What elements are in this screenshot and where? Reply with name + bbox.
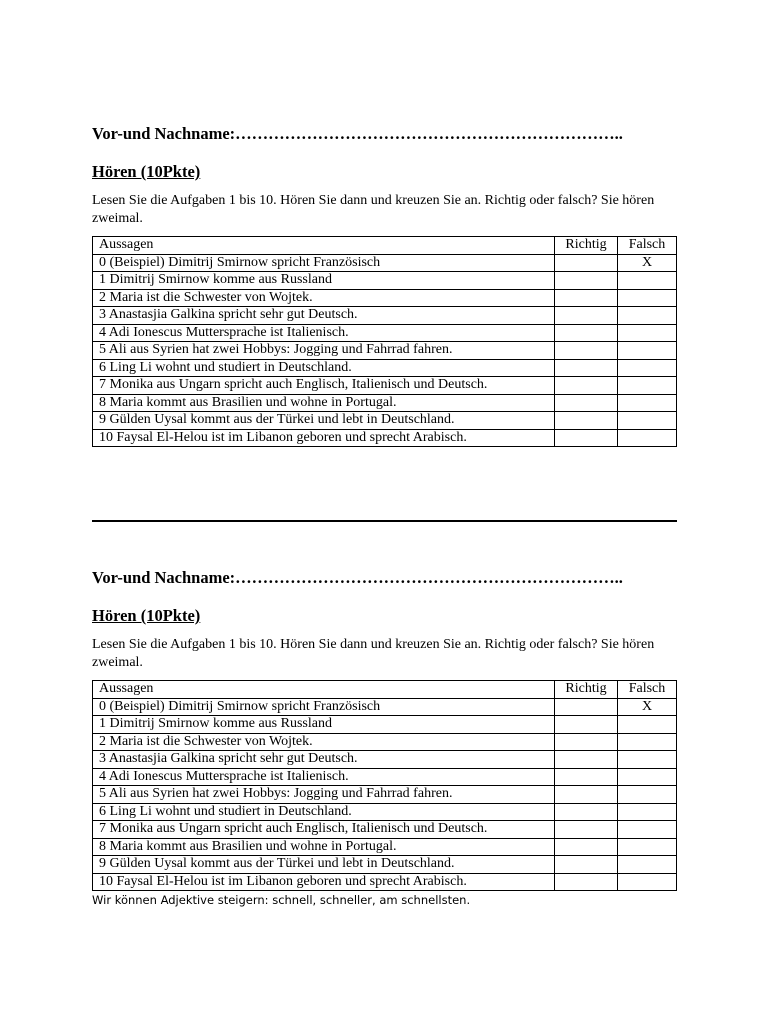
falsch-cell[interactable] xyxy=(618,716,677,734)
section-heading: Hören (10Pkte) xyxy=(92,606,201,625)
table-row xyxy=(93,821,677,839)
richtig-cell[interactable] xyxy=(555,733,618,751)
header-aussagen: Aussagen xyxy=(93,681,555,699)
falsch-cell[interactable] xyxy=(618,289,677,307)
header-falsch: Falsch xyxy=(618,681,677,699)
header-richtig: Richtig xyxy=(555,237,618,255)
statements-table xyxy=(92,680,677,891)
table-row xyxy=(93,412,677,430)
table-row xyxy=(93,307,677,325)
falsch-cell[interactable] xyxy=(618,272,677,290)
statement-cell: 2 Maria ist die Schwester von Wojtek. xyxy=(93,289,555,307)
richtig-cell[interactable] xyxy=(555,786,618,804)
table-row xyxy=(93,254,677,272)
falsch-cell[interactable] xyxy=(618,873,677,891)
table-row xyxy=(93,768,677,786)
table-row xyxy=(93,856,677,874)
section-heading: Hören (10Pkte) xyxy=(92,162,201,181)
falsch-cell[interactable] xyxy=(618,733,677,751)
statement-cell: 9 Gülden Uysal kommt aus der Türkei und lebt in Deutschland. xyxy=(93,856,555,874)
richtig-cell[interactable] xyxy=(555,698,618,716)
table-row xyxy=(93,324,677,342)
table-row xyxy=(93,716,677,734)
header-falsch: Falsch xyxy=(618,237,677,255)
falsch-cell[interactable] xyxy=(618,377,677,395)
table-row xyxy=(93,751,677,769)
richtig-cell[interactable] xyxy=(555,254,618,272)
richtig-cell[interactable] xyxy=(555,377,618,395)
statements-table xyxy=(92,236,677,447)
table-row xyxy=(93,838,677,856)
richtig-cell[interactable] xyxy=(555,324,618,342)
table-body xyxy=(93,698,677,891)
falsch-cell[interactable] xyxy=(618,786,677,804)
table-row xyxy=(93,394,677,412)
statement-cell: 0 (Beispiel) Dimitrij Smirnow spricht Französisch xyxy=(93,698,555,716)
table-row xyxy=(93,429,677,447)
falsch-cell[interactable] xyxy=(618,394,677,412)
statement-cell: 5 Ali aus Syrien hat zwei Hobbys: Jogging und Fahrrad fahren. xyxy=(93,342,555,360)
richtig-cell[interactable] xyxy=(555,359,618,377)
table-row xyxy=(93,733,677,751)
richtig-cell[interactable] xyxy=(555,873,618,891)
statement-cell: 10 Faysal El-Helou ist im Libanon geboren und sprecht Arabisch. xyxy=(93,429,555,447)
richtig-cell[interactable] xyxy=(555,412,618,430)
statement-cell: 7 Monika aus Ungarn spricht auch Englisch, Italienisch und Deutsch. xyxy=(93,377,555,395)
table-row xyxy=(93,377,677,395)
statement-cell: 3 Anastasjia Galkina spricht sehr gut Deutsch. xyxy=(93,307,555,325)
table-header-row xyxy=(93,681,677,699)
falsch-cell[interactable] xyxy=(618,412,677,430)
table-row xyxy=(93,873,677,891)
table-row xyxy=(93,698,677,716)
richtig-cell[interactable] xyxy=(555,307,618,325)
table-row xyxy=(93,803,677,821)
falsch-cell[interactable] xyxy=(618,768,677,786)
richtig-cell[interactable] xyxy=(555,342,618,360)
richtig-cell[interactable] xyxy=(555,768,618,786)
statement-cell: 6 Ling Li wohnt und studiert in Deutschland. xyxy=(93,359,555,377)
table-header-row xyxy=(93,237,677,255)
statement-cell: 0 (Beispiel) Dimitrij Smirnow spricht Französisch xyxy=(93,254,555,272)
falsch-cell[interactable] xyxy=(618,429,677,447)
statement-cell: 3 Anastasjia Galkina spricht sehr gut Deutsch. xyxy=(93,751,555,769)
falsch-cell[interactable] xyxy=(618,821,677,839)
falsch-cell[interactable] xyxy=(618,324,677,342)
statement-cell: 2 Maria ist die Schwester von Wojtek. xyxy=(93,733,555,751)
statement-cell: 8 Maria kommt aus Brasilien und wohne in Portugal. xyxy=(93,394,555,412)
worksheet-copy-2 xyxy=(92,568,677,891)
statement-cell: 7 Monika aus Ungarn spricht auch Englisch, Italienisch und Deutsch. xyxy=(93,821,555,839)
table-row xyxy=(93,289,677,307)
statement-cell: 4 Adi Ionescus Muttersprache ist Italienisch. xyxy=(93,768,555,786)
header-richtig: Richtig xyxy=(555,681,618,699)
falsch-cell[interactable] xyxy=(618,751,677,769)
statement-cell: 10 Faysal El-Helou ist im Libanon geboren und sprecht Arabisch. xyxy=(93,873,555,891)
statement-cell: 4 Adi Ionescus Muttersprache ist Italienisch. xyxy=(93,324,555,342)
worksheet-copy-1 xyxy=(92,124,677,447)
richtig-cell[interactable] xyxy=(555,716,618,734)
richtig-cell[interactable] xyxy=(555,429,618,447)
richtig-cell[interactable] xyxy=(555,803,618,821)
statement-cell: 1 Dimitrij Smirnow komme aus Russland xyxy=(93,716,555,734)
richtig-cell[interactable] xyxy=(555,751,618,769)
falsch-cell[interactable] xyxy=(618,359,677,377)
table-row xyxy=(93,786,677,804)
falsch-cell[interactable]: X xyxy=(618,254,677,272)
statement-cell: 5 Ali aus Syrien hat zwei Hobbys: Jogging und Fahrrad fahren. xyxy=(93,786,555,804)
table-row xyxy=(93,342,677,360)
richtig-cell[interactable] xyxy=(555,289,618,307)
richtig-cell[interactable] xyxy=(555,272,618,290)
richtig-cell[interactable] xyxy=(555,821,618,839)
falsch-cell[interactable] xyxy=(618,856,677,874)
instructions: Lesen Sie die Aufgaben 1 bis 10. Hören Sie dann und kreuzen Sie an. Richtig oder falsch? Sie hören zweimal. xyxy=(92,193,655,226)
name-line: Vor-und Nachname:…………………………………………………………….. xyxy=(92,568,623,587)
footnote: Wir können Adjektive steigern: schnell, schneller, am schnellsten. xyxy=(92,893,471,907)
statement-cell: 1 Dimitrij Smirnow komme aus Russland xyxy=(93,272,555,290)
richtig-cell[interactable] xyxy=(555,856,618,874)
table-row xyxy=(93,359,677,377)
table-body xyxy=(93,254,677,447)
table-row xyxy=(93,272,677,290)
falsch-cell[interactable] xyxy=(618,803,677,821)
falsch-cell[interactable] xyxy=(618,838,677,856)
statement-cell: 8 Maria kommt aus Brasilien und wohne in Portugal. xyxy=(93,838,555,856)
falsch-cell[interactable] xyxy=(618,307,677,325)
statement-cell: 9 Gülden Uysal kommt aus der Türkei und lebt in Deutschland. xyxy=(93,412,555,430)
header-aussagen: Aussagen xyxy=(93,237,555,255)
instructions: Lesen Sie die Aufgaben 1 bis 10. Hören Sie dann und kreuzen Sie an. Richtig oder falsch? Sie hören zweimal. xyxy=(92,637,655,670)
name-line: Vor-und Nachname:…………………………………………………………….. xyxy=(92,124,623,143)
richtig-cell[interactable] xyxy=(555,838,618,856)
falsch-cell[interactable] xyxy=(618,342,677,360)
falsch-cell[interactable]: X xyxy=(618,698,677,716)
cut-line-divider xyxy=(92,520,677,522)
richtig-cell[interactable] xyxy=(555,394,618,412)
statement-cell: 6 Ling Li wohnt und studiert in Deutschland. xyxy=(93,803,555,821)
